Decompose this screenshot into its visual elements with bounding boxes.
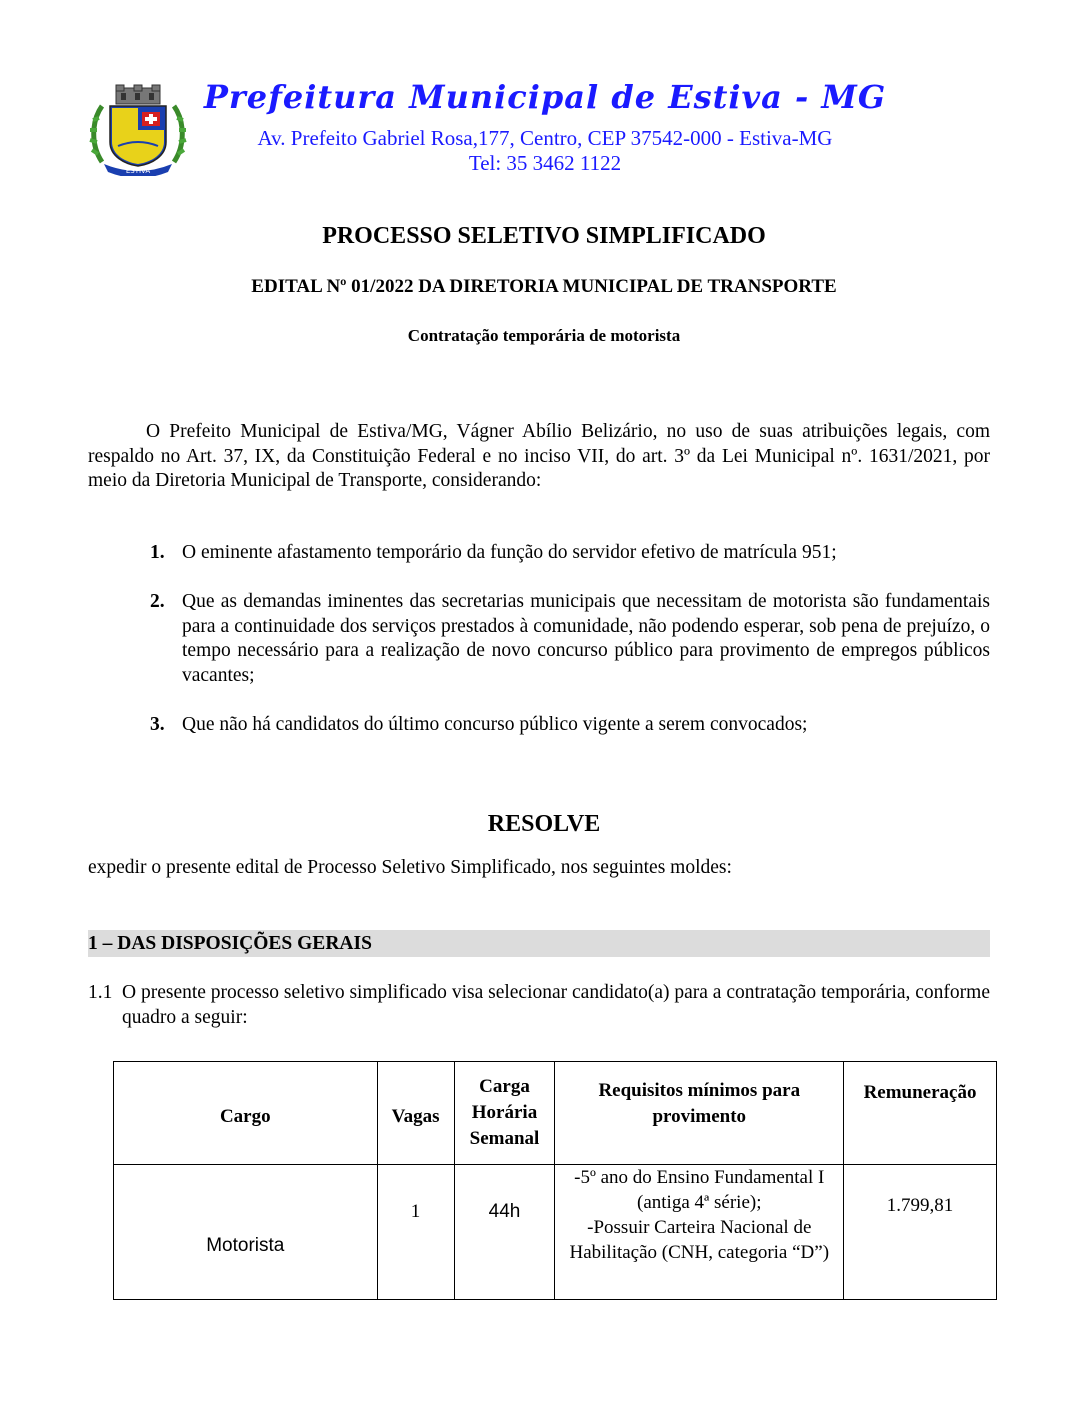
- header-requisitos-line: provimento: [652, 1106, 747, 1127]
- document-subtitle: Contratação temporária de motorista: [407, 326, 681, 345]
- requisito-line: Habilitação (CNH, categoria “D”): [569, 1242, 830, 1263]
- cell-remuneracao: 1.799,81: [844, 1165, 997, 1300]
- header-carga-line: Horária: [471, 1102, 538, 1123]
- considerando-item: [150, 541, 990, 566]
- resolve-heading: RESOLVE: [487, 811, 601, 837]
- header-carga-line: Semanal: [469, 1128, 540, 1149]
- header-vagas: Vagas: [377, 1062, 454, 1165]
- header-carga-line: Carga: [479, 1076, 530, 1097]
- item-text: Que as demandas iminentes das secretarias municipais que necessitam de motorista são fundamentais para a continuidade dos serviços prestados à comunidade, não podendo esperar, sob pena de prejuízo, o tempo necessário para a realização de novo concurso público para provimento de empregos públicos vacantes;: [182, 591, 990, 686]
- header-requisitos: [555, 1062, 844, 1165]
- header-requisitos-line: Requisitos mínimos para: [598, 1080, 801, 1101]
- cell-cargo: Motorista: [114, 1165, 378, 1300]
- item-number: 3.: [150, 714, 165, 735]
- document-title: PROCESSO SELETIVO SIMPLIFICADO: [322, 223, 766, 249]
- requisito-line: -Possuir Carteira Nacional de: [587, 1217, 812, 1238]
- municipal-crest-logo: [88, 84, 188, 176]
- item-text: O eminente afastamento temporário da função do servidor efetivo de matrícula 951;: [182, 542, 837, 563]
- considerando-item: [150, 590, 990, 688]
- cell-vagas: 1: [377, 1165, 454, 1300]
- header-carga-horaria: [454, 1062, 555, 1165]
- item-number: 1.: [150, 542, 165, 563]
- resolve-text: expedir o presente edital de Processo Seletivo Simplificado, nos seguintes moldes:: [88, 857, 732, 878]
- item-text: Que não há candidatos do último concurso público vigente a serem convocados;: [182, 714, 808, 735]
- table-row: [114, 1165, 997, 1300]
- section-heading-disposicoes-gerais: 1 – DAS DISPOSIÇÕES GERAIS: [88, 930, 990, 957]
- requisito-line: -5º ano do Ensino Fundamental I: [574, 1167, 825, 1188]
- paragraph-number: 1.1: [88, 982, 113, 1003]
- paragraph-1-1: [88, 981, 990, 1030]
- considerando-item: [150, 713, 990, 738]
- crest-ribbon-label: ESTIVA: [125, 167, 151, 175]
- paragraph-text: O presente processo seletivo simplificado visa selecionar candidato(a) para a contratação temporária, conforme quadro a seguir:: [122, 982, 990, 1028]
- cell-requisitos: [555, 1165, 844, 1300]
- header-phone: Tel: 35 3462 1122: [468, 151, 622, 175]
- cell-carga-horaria: 44h: [454, 1165, 555, 1300]
- table-header-row: [114, 1062, 997, 1165]
- requisito-line: (antiga 4ª série);: [637, 1192, 762, 1213]
- intro-paragraph: O Prefeito Municipal de Estiva/MG, Vágner Abílio Belizário, no uso de suas atribuições legais, com respaldo no Art. 37, IX, da Constituição Federal e no inciso VII, do art. 3º da Lei Municipal nº. 1631/2021, por meio da Diretoria Municipal de Transporte, considerando:: [88, 421, 990, 491]
- item-number: 2.: [150, 591, 165, 612]
- header-remuneracao: Remuneração: [844, 1062, 997, 1165]
- vacancy-table: [113, 1061, 997, 1300]
- header-cargo: Cargo: [114, 1062, 378, 1165]
- header-title: Prefeitura Municipal de Estiva - MG: [203, 78, 887, 116]
- edital-heading: EDITAL Nº 01/2022 DA DIRETORIA MUNICIPAL DE TRANSPORTE: [251, 276, 837, 297]
- header-address: Av. Prefeito Gabriel Rosa,177, Centro, CEP 37542-000 - Estiva-MG: [257, 126, 833, 150]
